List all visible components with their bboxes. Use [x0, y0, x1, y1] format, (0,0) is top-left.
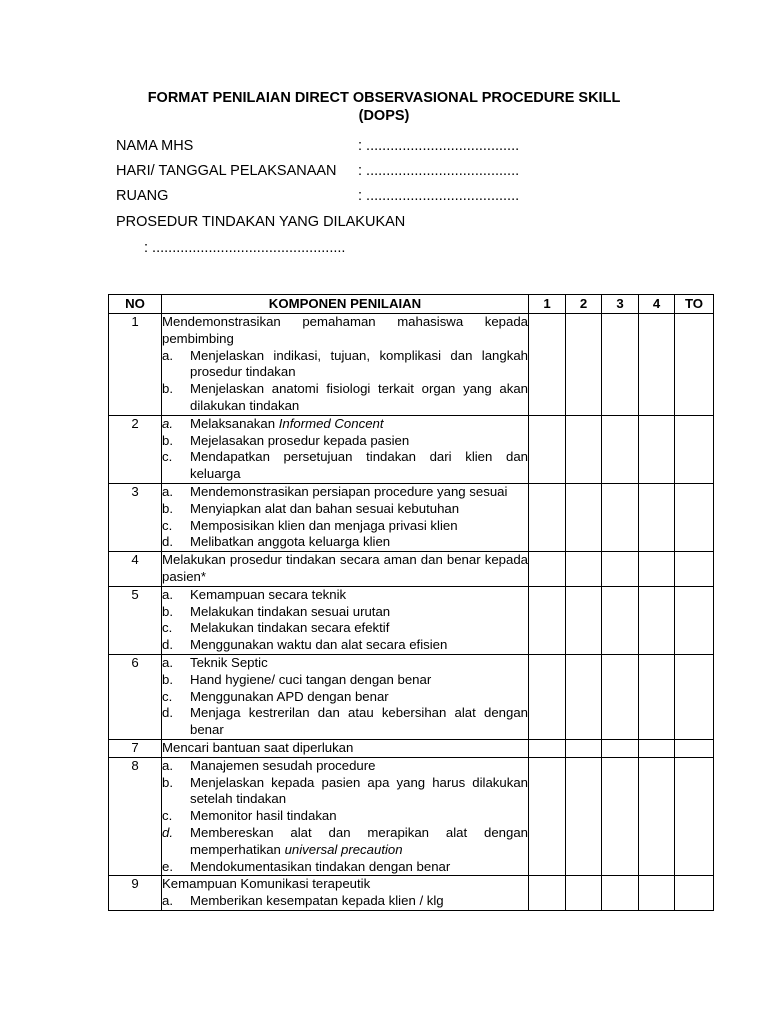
score-cell[interactable]	[675, 552, 714, 587]
score-cell[interactable]	[602, 314, 639, 416]
score-cell[interactable]	[566, 876, 602, 911]
row-number: 3	[109, 483, 162, 551]
sub-item	[162, 775, 528, 809]
sub-item-letter: c.	[162, 449, 173, 465]
sub-item-body: Mendapatkan persetujuan tindakan dari klien dan keluarga	[190, 449, 528, 482]
score-cell[interactable]	[675, 757, 714, 876]
sub-item	[162, 705, 528, 739]
sub-item-body: Memonitor hasil tindakan	[190, 808, 337, 824]
component-cell	[162, 586, 529, 654]
sub-item-text	[190, 859, 528, 876]
score-cell[interactable]	[566, 586, 602, 654]
score-cell[interactable]	[675, 876, 714, 911]
sub-item-letter: d.	[162, 705, 173, 721]
header-score-1: 1	[529, 295, 566, 314]
sub-item-text	[190, 381, 528, 415]
row-number: 9	[109, 876, 162, 911]
sub-item-letter: b.	[162, 381, 173, 397]
sub-item-text	[190, 534, 528, 551]
sub-item-body: Melakukan tindakan secara efektif	[190, 620, 390, 636]
score-cell[interactable]	[639, 739, 675, 757]
sub-item-text	[190, 518, 528, 535]
component-cell	[162, 757, 529, 876]
row-number: 6	[109, 654, 162, 739]
score-cell[interactable]	[602, 654, 639, 739]
table-row	[109, 552, 714, 587]
score-cell[interactable]	[529, 552, 566, 587]
sub-item-text	[190, 449, 528, 483]
sub-item-text	[190, 604, 528, 621]
sub-item-body: Kemampuan secara teknik	[190, 586, 347, 602]
sub-item	[162, 433, 528, 450]
field-label: NAMA MHS	[116, 138, 194, 154]
score-cell[interactable]	[675, 483, 714, 551]
score-cell[interactable]	[529, 415, 566, 483]
field-value: : ......................................	[358, 163, 520, 179]
field-prosedur-label: PROSEDUR TINDAKAN YANG DILAKUKAN	[116, 214, 406, 230]
table-row	[109, 654, 714, 739]
score-cell[interactable]	[566, 654, 602, 739]
sub-item-body: Menjaga kestrerilan dan atau kebersihan alat dengan benar	[190, 705, 528, 738]
sub-item-body: Manajemen sesudah procedure	[190, 757, 376, 773]
row-number: 8	[109, 757, 162, 876]
sub-item-body: Menggunakan APD dengan benar	[190, 688, 389, 704]
sub-item-body: Memberikan kesempatan kepada klien / klg	[190, 893, 444, 909]
table-row	[109, 483, 714, 551]
sub-item-emphasis: universal precaution	[284, 841, 403, 857]
score-cell[interactable]	[566, 757, 602, 876]
sub-item	[162, 416, 528, 433]
sub-item	[162, 825, 528, 859]
sub-item-text	[190, 416, 528, 433]
table-row	[109, 757, 714, 876]
sub-item-letter: a.	[162, 893, 173, 909]
sub-item-text	[190, 484, 528, 501]
component-text: Melakukan prosedur tindakan secara aman dan benar kepada pasien*	[162, 552, 528, 584]
sub-item-body: Menjelaskan kepada pasien apa yang harus dilakukan setelah tindakan	[190, 774, 528, 807]
sub-item	[162, 893, 528, 910]
score-cell[interactable]	[529, 739, 566, 757]
sub-item-letter: a.	[162, 757, 173, 773]
sub-item-letter: d.	[162, 824, 173, 840]
score-cell[interactable]	[675, 415, 714, 483]
sub-item-text	[190, 637, 528, 654]
sub-item	[162, 381, 528, 415]
sub-item-text	[190, 758, 528, 775]
sub-item-text	[190, 655, 528, 672]
sub-item	[162, 587, 528, 604]
sub-item	[162, 672, 528, 689]
sub-item-text	[190, 672, 528, 689]
sub-item-text	[190, 587, 528, 604]
header-to: TO	[675, 295, 714, 314]
sub-item-letter: b.	[162, 671, 173, 687]
sub-item-text	[190, 689, 528, 706]
sub-item-emphasis: Informed Concent	[278, 415, 384, 431]
component-text: Kemampuan Komunikasi terapeutik	[162, 876, 371, 892]
table-row	[109, 586, 714, 654]
field-value: : ......................................	[358, 138, 520, 154]
sub-item-body: Membereskan alat dan merapikan alat dengan memperhatikan	[190, 824, 528, 857]
score-cell[interactable]	[566, 483, 602, 551]
score-cell[interactable]	[639, 757, 675, 876]
sub-item-text	[190, 825, 528, 859]
score-cell[interactable]	[639, 586, 675, 654]
sub-item-text	[190, 808, 528, 825]
sub-item-letter: a.	[162, 347, 173, 363]
sub-item-letter: a.	[162, 586, 173, 602]
header-score-4: 4	[639, 295, 675, 314]
sub-item	[162, 484, 528, 501]
score-cell[interactable]	[602, 415, 639, 483]
sub-item-body: Melakukan tindakan sesuai urutan	[190, 603, 391, 619]
sub-item-text	[190, 775, 528, 809]
field-label: HARI/ TANGGAL PELAKSANAAN	[116, 163, 337, 179]
sub-item-body: Mendokumentasikan tindakan dengan benar	[190, 858, 451, 874]
sub-item-letter: c.	[162, 517, 173, 533]
score-cell[interactable]	[602, 739, 639, 757]
sub-item	[162, 637, 528, 654]
sub-item-body: Teknik Septic	[190, 654, 268, 670]
sub-item	[162, 501, 528, 518]
score-cell[interactable]	[639, 654, 675, 739]
score-cell[interactable]	[529, 654, 566, 739]
score-cell[interactable]	[639, 483, 675, 551]
sub-item-body: Mejelasakan prosedur kepada pasien	[190, 432, 410, 448]
document-title: FORMAT PENILAIAN DIRECT OBSERVASIONAL PROCEDURE SKILL	[147, 90, 621, 106]
score-cell[interactable]	[675, 739, 714, 757]
table-row	[109, 876, 714, 911]
component-cell	[162, 876, 529, 911]
sub-item-text	[190, 501, 528, 518]
sub-item-body: Menjelaskan indikasi, tujuan, komplikasi dan langkah prosedur tindakan	[190, 347, 528, 380]
table-row	[109, 739, 714, 757]
row-number: 2	[109, 415, 162, 483]
sub-item-letter: e.	[162, 858, 173, 874]
field-hari-tanggal	[116, 162, 519, 180]
sub-item-letter: d.	[162, 637, 173, 653]
sub-item	[162, 758, 528, 775]
score-cell[interactable]	[602, 483, 639, 551]
component-text: Mendemonstrasikan pemahaman mahasiswa kepada pembimbing	[162, 314, 528, 346]
sub-item-body: Mendemonstrasikan persiapan procedure yang sesuai	[190, 483, 508, 499]
component-text: Mencari bantuan saat diperlukan	[162, 739, 354, 755]
field-prosedur-value: : ................................................	[144, 240, 346, 256]
component-cell	[162, 415, 529, 483]
component-cell	[162, 654, 529, 739]
score-cell[interactable]	[675, 314, 714, 416]
sub-item-letter: c.	[162, 620, 173, 636]
sub-item-body: Menggunakan waktu dan alat secara efisien	[190, 637, 448, 653]
score-cell[interactable]	[675, 586, 714, 654]
sub-item-text	[190, 348, 528, 382]
sub-item-letter: b.	[162, 432, 173, 448]
sub-item	[162, 518, 528, 535]
sub-item	[162, 808, 528, 825]
table-header-row	[109, 295, 714, 314]
score-cell[interactable]	[602, 757, 639, 876]
score-cell[interactable]	[566, 739, 602, 757]
sub-item-text	[190, 705, 528, 739]
score-cell[interactable]	[639, 314, 675, 416]
header-score-3: 3	[602, 295, 639, 314]
sub-item-letter: b.	[162, 774, 173, 790]
sub-item-letter: c.	[162, 688, 173, 704]
sub-item-body: Memposisikan klien dan menjaga privasi klien	[190, 517, 458, 533]
score-cell[interactable]	[529, 314, 566, 416]
component-cell	[162, 314, 529, 416]
sub-item-letter: d.	[162, 534, 173, 550]
sub-item	[162, 620, 528, 637]
score-cell[interactable]	[602, 586, 639, 654]
table-row	[109, 314, 714, 416]
field-value: : ......................................	[358, 188, 520, 204]
sub-item	[162, 655, 528, 672]
row-number: 5	[109, 586, 162, 654]
sub-item-letter: b.	[162, 500, 173, 516]
sub-item-body: Menyiapkan alat dan bahan sesuai kebutuhan	[190, 500, 460, 516]
sub-item-letter: a.	[162, 415, 173, 431]
component-cell	[162, 483, 529, 551]
sub-item	[162, 604, 528, 621]
sub-item-text	[190, 620, 528, 637]
score-cell[interactable]	[639, 552, 675, 587]
score-cell[interactable]	[639, 415, 675, 483]
sub-item	[162, 534, 528, 551]
sub-item-body: Melibatkan anggota keluarga klien	[190, 534, 391, 550]
header-no: NO	[109, 295, 162, 314]
sub-item	[162, 689, 528, 706]
sub-item-body: Menjelaskan anatomi fisiologi terkait organ yang akan dilakukan tindakan	[190, 381, 528, 413]
sub-item	[162, 859, 528, 876]
component-cell	[162, 739, 529, 757]
assessment-table	[108, 294, 714, 911]
sub-item-text	[190, 433, 528, 450]
sub-item-letter: a.	[162, 483, 173, 499]
score-cell[interactable]	[566, 314, 602, 416]
sub-item	[162, 348, 528, 382]
score-cell[interactable]	[566, 552, 602, 587]
table-row	[109, 415, 714, 483]
score-cell[interactable]	[602, 552, 639, 587]
score-cell[interactable]	[529, 586, 566, 654]
score-cell[interactable]	[602, 876, 639, 911]
header-score-2: 2	[566, 295, 602, 314]
field-label: RUANG	[116, 188, 169, 204]
field-ruang	[116, 187, 519, 205]
header-komponen: KOMPONEN PENILAIAN	[162, 295, 529, 314]
sub-item-letter: b.	[162, 603, 173, 619]
row-number: 1	[109, 314, 162, 416]
sub-item	[162, 449, 528, 483]
document-subtitle: (DOPS)	[358, 108, 410, 124]
sub-item-letter: a.	[162, 654, 173, 670]
sub-item-text	[190, 893, 528, 910]
sub-item-body: Melaksanakan	[190, 415, 279, 431]
row-number: 7	[109, 739, 162, 757]
score-cell[interactable]	[529, 876, 566, 911]
score-cell[interactable]	[675, 654, 714, 739]
sub-item-body: Hand hygiene/ cuci tangan dengan benar	[190, 671, 432, 687]
field-nama-mhs	[116, 137, 519, 155]
row-number: 4	[109, 552, 162, 587]
score-cell[interactable]	[639, 876, 675, 911]
score-cell[interactable]	[529, 757, 566, 876]
component-cell	[162, 552, 529, 587]
score-cell[interactable]	[529, 483, 566, 551]
sub-item-letter: c.	[162, 808, 173, 824]
score-cell[interactable]	[566, 415, 602, 483]
